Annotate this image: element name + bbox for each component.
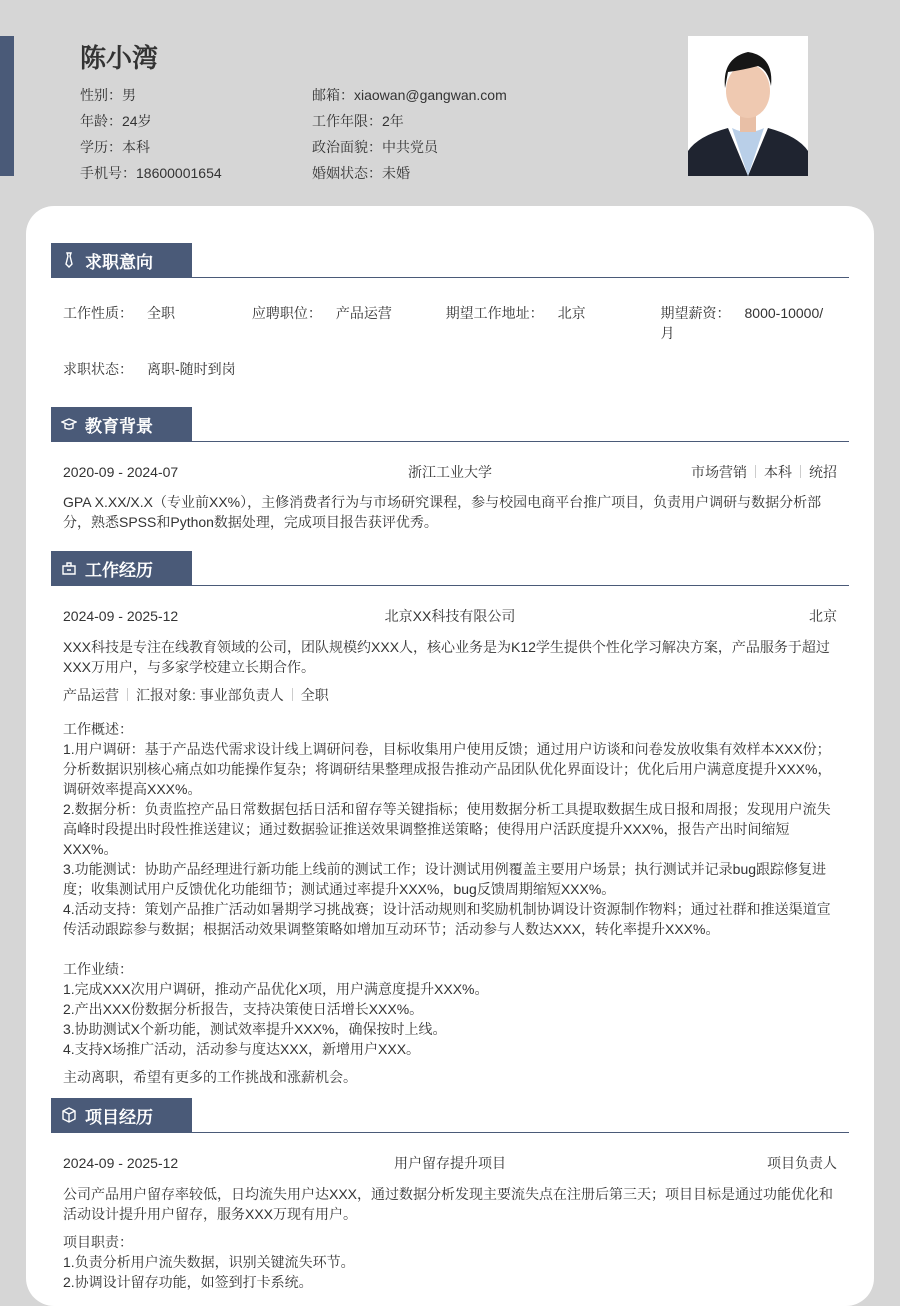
section-header (51, 407, 849, 442)
personal-info-right (312, 82, 507, 186)
email: 邮箱：xiaowan@gangwan.com (312, 87, 507, 103)
intent-label: 应聘职位： (251, 305, 322, 321)
section-header (51, 243, 849, 278)
candidate-name: 陈小湾 (80, 43, 159, 73)
project-date: 2024-09 - 2025-12 (63, 1155, 179, 1171)
section-tab (51, 407, 192, 441)
section-tab (51, 551, 192, 585)
work-tag: 汇报对象: 事业部负责人 (136, 687, 284, 703)
work-city: 北京 (809, 608, 837, 624)
section-project (51, 1098, 849, 1292)
work-tag: 产品运营 (63, 687, 119, 703)
company-name: 北京XX科技有限公司 (384, 608, 516, 624)
project-description: 公司产品用户留存率较低，日均流失用户达XXX，通过数据分析发现主要流失点在注册后第三天；项目目标是通过功能优化和活动设计提升用户留存，服务XXX万现有用户。 (63, 1186, 834, 1222)
duties-title: 项目职责： (63, 1234, 133, 1250)
political-status: 政治面貌：中共党员 (312, 139, 438, 155)
school-name: 浙江工业大学 (408, 464, 492, 480)
tie-icon (61, 252, 77, 268)
project-entry-header (63, 1153, 837, 1173)
result-item: 1.完成XXX次用户调研，推动产品优化X项，用户满意度提升XXX%。 (63, 981, 489, 997)
project-role: 项目负责人 (767, 1155, 837, 1171)
result-item: 4.支持X场推广活动，活动参与度达XXX，新增用户XXX。 (63, 1041, 421, 1057)
intent-label: 期望工作地址： (445, 305, 544, 321)
graduation-cap-icon (61, 416, 77, 432)
work-tag: 全职 (300, 687, 329, 703)
results-title: 工作业绩： (63, 961, 133, 977)
personal-info-left (80, 82, 222, 186)
education-entry-header (63, 462, 837, 482)
work-entry-header (63, 606, 837, 626)
intent-row (63, 359, 837, 379)
work-years: 工作年限：2年 (312, 113, 404, 129)
section-header (51, 551, 849, 586)
major: 市场营销 (691, 464, 747, 480)
briefcase-icon (61, 560, 77, 576)
education-level: 学历：本科 (80, 139, 150, 155)
age: 年龄：24岁 (80, 113, 152, 129)
section-title: 工作经历 (85, 560, 153, 580)
section-title: 项目经历 (85, 1107, 153, 1127)
work-tags (63, 685, 837, 705)
overview-item: 3.功能测试：协助产品经理进行新功能上线前的测试工作；设计测试用例覆盖主要用户场景；执行测试并记录bug跟踪修复进度；收集测试用户反馈优化功能细节；测试通过率提升XXX%，bug反馈周期缩短XXX%。 (63, 861, 827, 897)
section-title: 教育背景 (85, 416, 153, 436)
section-header (51, 1098, 849, 1133)
intent-value: 8000-10000/月 (660, 305, 824, 341)
accent-bar (0, 36, 14, 176)
intent-value: 北京 (557, 305, 586, 321)
education-date: 2020-09 - 2024-07 (63, 464, 179, 480)
duty-item: 2.协调设计留存功能，如签到打卡系统。 (63, 1274, 313, 1290)
project-name: 用户留存提升项目 (394, 1155, 506, 1171)
marital-status: 婚姻状态：未婚 (312, 165, 410, 181)
result-item: 3.协助测试X个新功能，测试效率提升XXX%，确保按时上线。 (63, 1021, 447, 1037)
duty-item: 1.负责分析用户流失数据，识别关键流失环节。 (63, 1254, 355, 1270)
phone: 手机号：18600001654 (80, 165, 222, 181)
section-tab (51, 1098, 192, 1132)
cube-icon (61, 1107, 77, 1123)
degree: 本科 (764, 464, 792, 480)
leave-reason: 主动离职，希望有更多的工作挑战和涨薪机会。 (63, 1069, 357, 1085)
resume-card (26, 206, 874, 1306)
overview-item: 1.用户调研：基于产品迭代需求设计线上调研问卷，目标收集用户使用反馈；通过用户访谈和问卷发放收集有效样本XXX份；分析数据识别核心痛点如功能操作复杂；将调研结果整理成报告推动产品团队优化界面设计；优化后用户满意度提升XXX%，调研效率提高XXX%。 (63, 741, 832, 797)
intent-row (63, 303, 837, 343)
education-description: GPA X.XX/X.X（专业前XX%），主修消费者行为与市场研究课程，参与校园电商平台推广项目，负责用户调研与数据分析部分，熟悉SPSS和Python数据处理，完成项目报告获评优秀。 (63, 494, 822, 530)
gender: 性别：男 (80, 87, 136, 103)
overview-item: 2.数据分析：负责监控产品日常数据包括日活和留存等关键指标；使用数据分析工具提取数据生成日报和周报；发现用户流失高峰时段提出时段性推送建议；通过数据验证推送效果调整推送策略；使得用户活跃度提升XXX%，报告产出时间缩短XXX%。 (63, 801, 831, 857)
section-title: 求职意向 (85, 252, 153, 272)
overview-item: 4.活动支持：策划产品推广活动如暑期学习挑战赛；设计活动规则和奖励机制协调设计资源制作物料；通过社群和推送渠道宣传活动跟踪参与数据；根据活动效果调整策略如增加互动环节；活动参与人数达XXX，转化率提升XXX%。 (63, 901, 831, 937)
intent-value: 离职-随时到岗 (147, 361, 236, 377)
profile-photo (688, 36, 808, 176)
section-work (51, 551, 849, 1087)
company-intro: XXX科技是专注在线教育领域的公司，团队规模约XXX人，核心业务是为K12学生提供个性化学习解决方案，产品服务于超过XXX万用户，与多家学校建立长期合作。 (63, 639, 830, 675)
enrollment-type: 统招 (809, 464, 837, 480)
section-education (51, 407, 849, 532)
section-job-intent (51, 243, 849, 379)
section-tab (51, 243, 192, 277)
intent-value: 全职 (147, 305, 175, 321)
overview-title: 工作概述： (63, 721, 133, 737)
intent-label: 求职状态： (63, 361, 133, 377)
work-date: 2024-09 - 2025-12 (63, 608, 179, 624)
result-item: 2.产出XXX份数据分析报告，支持决策使日活增长XXX%。 (63, 1001, 424, 1017)
intent-value: 产品运营 (335, 305, 392, 321)
intent-label: 工作性质： (63, 305, 133, 321)
intent-label: 期望薪资： (660, 305, 731, 321)
